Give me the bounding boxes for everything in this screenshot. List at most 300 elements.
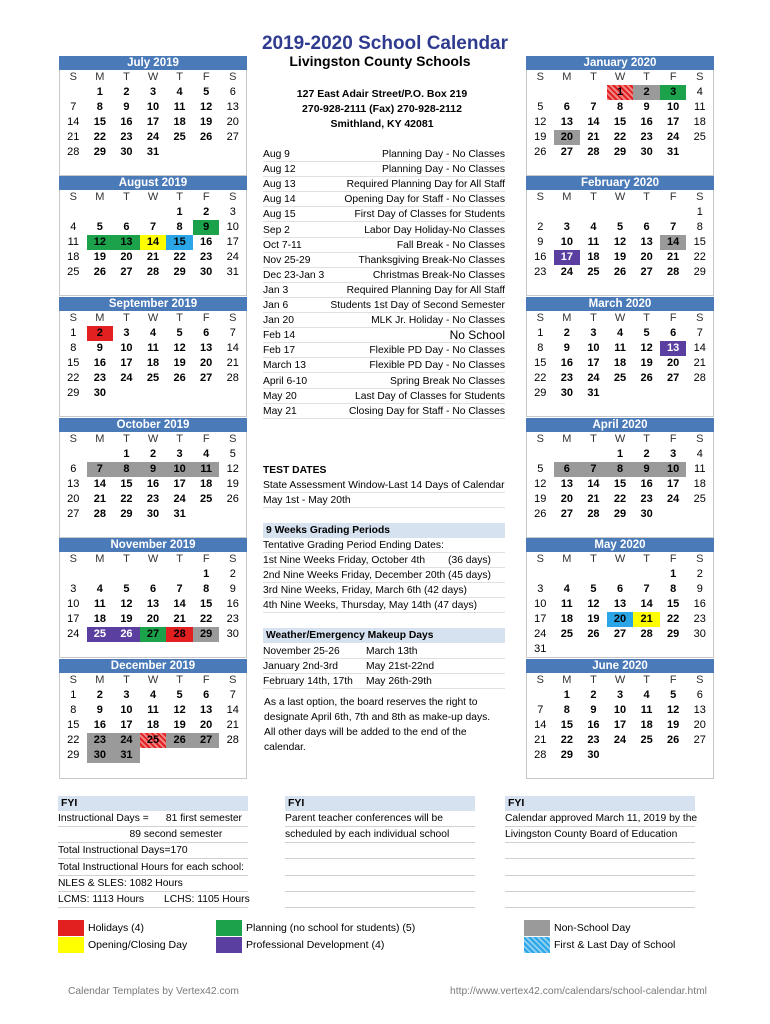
day-cell: 17 bbox=[173, 478, 186, 490]
day-cell: 7 bbox=[537, 704, 544, 716]
day-cell: 20 bbox=[554, 130, 581, 145]
week-row bbox=[60, 462, 246, 477]
day-cell bbox=[554, 401, 581, 416]
event-row bbox=[263, 389, 505, 404]
event-row bbox=[263, 283, 505, 298]
day-cell: 15 bbox=[120, 478, 133, 490]
day-cell: 21 bbox=[146, 251, 160, 263]
weather-date: February 14th, 17th bbox=[263, 676, 353, 687]
day-cell bbox=[87, 401, 114, 416]
day-cell bbox=[660, 160, 687, 175]
event-row bbox=[263, 253, 505, 268]
weekday-row bbox=[60, 70, 246, 85]
week-row bbox=[60, 733, 246, 748]
day-cell bbox=[554, 522, 581, 537]
day-cell: 19 bbox=[640, 357, 653, 369]
day-cell: 13 bbox=[693, 704, 706, 716]
day-cell: 25 bbox=[613, 372, 627, 384]
day-cell: 29 bbox=[173, 266, 186, 278]
weather-date: January 2nd-3rd bbox=[263, 661, 338, 672]
day-cell bbox=[633, 642, 660, 657]
day-cell: 16 bbox=[693, 598, 706, 610]
legend-swatch-planning bbox=[216, 920, 242, 936]
day-cell: 12 bbox=[173, 704, 186, 716]
day-cell: 1 bbox=[70, 327, 77, 339]
day-cell bbox=[193, 642, 220, 657]
event-date: Oct 7-11 bbox=[263, 239, 302, 251]
legend-label: Holidays (4) bbox=[88, 922, 145, 934]
day-cell: 28 bbox=[166, 627, 193, 642]
day-cell: 25 bbox=[87, 627, 114, 642]
day-cell bbox=[580, 567, 607, 582]
day-cell: 11 bbox=[694, 463, 706, 475]
day-cell bbox=[686, 522, 713, 537]
event-row bbox=[263, 192, 505, 207]
day-cell bbox=[527, 447, 554, 462]
event-date: Aug 14 bbox=[263, 194, 296, 206]
day-cell: 28 bbox=[226, 734, 239, 746]
day-cell: 10 bbox=[146, 101, 160, 113]
day-cell: 6 bbox=[643, 221, 650, 233]
weather-date: November 25-26 bbox=[263, 646, 340, 657]
day-cell bbox=[633, 280, 660, 295]
week-row bbox=[60, 220, 246, 235]
week-row bbox=[527, 567, 713, 582]
fyi-line: Total Instructional Hours for each school: bbox=[58, 860, 248, 876]
day-cell: 22 bbox=[67, 734, 80, 746]
day-cell: 2 bbox=[537, 221, 544, 233]
weather-note-line: calendar. bbox=[264, 742, 306, 753]
day-cell: 5 bbox=[616, 221, 624, 233]
weekday-label: T bbox=[123, 674, 130, 686]
day-cell: 4 bbox=[590, 221, 597, 233]
week-row bbox=[527, 462, 713, 477]
month-name: May 2020 bbox=[526, 538, 714, 552]
week-row bbox=[60, 341, 246, 356]
day-cell: 3 bbox=[123, 689, 130, 701]
day-cell: 11 bbox=[614, 342, 626, 354]
weekday-label: W bbox=[147, 553, 159, 565]
weekday-label: T bbox=[590, 553, 597, 565]
day-cell: 30 bbox=[226, 628, 239, 640]
day-cell: 1 bbox=[176, 206, 183, 218]
day-cell: 6 bbox=[203, 689, 210, 701]
day-cell: 22 bbox=[173, 251, 186, 263]
weekday-label: W bbox=[147, 433, 159, 445]
week-row bbox=[527, 627, 713, 642]
day-cell bbox=[140, 160, 167, 175]
day-cell bbox=[113, 401, 140, 416]
week-row bbox=[527, 371, 713, 386]
day-cell: 1 bbox=[537, 327, 544, 339]
event-date: Sep 2 bbox=[263, 224, 290, 236]
weekday-label: W bbox=[147, 312, 159, 324]
month-calendar bbox=[526, 297, 714, 417]
day-cell: 18 bbox=[587, 251, 600, 263]
weekday-label: S bbox=[69, 191, 77, 203]
day-cell: 23 bbox=[87, 733, 114, 748]
day-cell: 6 bbox=[563, 101, 570, 113]
day-cell: 3 bbox=[70, 583, 77, 595]
week-row bbox=[527, 130, 713, 145]
day-cell: 18 bbox=[173, 116, 186, 128]
day-cell bbox=[193, 386, 220, 401]
weekday-label: T bbox=[176, 433, 183, 445]
fyi-line bbox=[285, 892, 475, 908]
weekday-row bbox=[527, 311, 713, 326]
day-cell: 20 bbox=[667, 357, 680, 369]
event-date: Dec 23-Jan 3 bbox=[263, 269, 325, 281]
month-calendar bbox=[526, 659, 714, 779]
day-cell bbox=[527, 567, 554, 582]
weekday-label: T bbox=[176, 674, 183, 686]
day-cell: 12 bbox=[613, 236, 627, 248]
day-cell: 17 bbox=[120, 357, 133, 369]
address-line: 127 East Adair Street/P.O. Box 219 bbox=[296, 88, 468, 100]
day-cell: 13 bbox=[67, 478, 80, 490]
day-cell bbox=[87, 567, 114, 582]
event-row bbox=[263, 147, 505, 162]
day-cell: 15 bbox=[613, 478, 627, 490]
day-cell: 14 bbox=[226, 342, 239, 354]
week-row bbox=[527, 341, 713, 356]
district-name: Livingston County Schools bbox=[289, 53, 471, 69]
day-cell bbox=[60, 567, 87, 582]
day-cell bbox=[527, 160, 554, 175]
day-cell: 15 bbox=[693, 236, 706, 248]
day-cell bbox=[193, 748, 220, 763]
week-row bbox=[60, 235, 246, 250]
weekday-row bbox=[527, 70, 713, 85]
month-grid bbox=[59, 552, 247, 658]
event-row bbox=[263, 404, 505, 419]
day-cell: 10 bbox=[560, 236, 573, 248]
event-description: Flexible PD Day - No Classes bbox=[369, 360, 505, 372]
fyi-line: Instructional Days = 81 first semester bbox=[58, 811, 248, 827]
week-row bbox=[60, 567, 246, 582]
weekday-label: F bbox=[669, 312, 677, 324]
day-cell: 15 bbox=[166, 235, 193, 250]
day-cell: 19 bbox=[200, 116, 213, 128]
day-cell bbox=[140, 522, 167, 537]
event-row bbox=[263, 238, 505, 253]
weekday-label: M bbox=[95, 553, 105, 565]
month-name: September 2019 bbox=[59, 297, 247, 311]
month-calendar bbox=[59, 538, 247, 658]
day-cell: 27 bbox=[120, 266, 133, 278]
weekday-label: S bbox=[696, 433, 704, 445]
day-cell: 2 bbox=[123, 86, 130, 98]
day-cell: 19 bbox=[587, 613, 600, 625]
day-cell: 13 bbox=[200, 704, 213, 716]
day-cell: 12 bbox=[587, 598, 600, 610]
weather-date: March 13th bbox=[366, 646, 418, 657]
day-cell bbox=[660, 748, 687, 763]
day-cell: 24 bbox=[667, 493, 680, 505]
day-cell: 7 bbox=[696, 327, 703, 339]
day-cell: 1 bbox=[96, 86, 103, 98]
day-cell: 11 bbox=[147, 704, 159, 716]
day-cell: 4 bbox=[176, 86, 183, 98]
day-cell bbox=[219, 522, 246, 537]
weather-row bbox=[263, 674, 505, 689]
weather-date: May 21st-22nd bbox=[366, 661, 435, 672]
day-cell bbox=[113, 567, 140, 582]
day-cell: 9 bbox=[229, 583, 236, 595]
day-cell: 9 bbox=[590, 704, 597, 716]
week-row bbox=[60, 145, 246, 160]
day-cell: 20 bbox=[640, 251, 653, 263]
weekday-label: F bbox=[202, 674, 210, 686]
day-cell bbox=[60, 401, 87, 416]
day-cell: 19 bbox=[173, 357, 186, 369]
day-cell bbox=[554, 763, 581, 778]
day-cell: 14 bbox=[173, 598, 186, 610]
weekday-label: T bbox=[176, 71, 183, 83]
day-cell bbox=[660, 401, 687, 416]
weather-note-line: As a last option, the board reserves the right to bbox=[264, 697, 478, 708]
grading-line: 3rd Nine Weeks, Friday, March 6th (42 days) bbox=[263, 583, 505, 598]
weekday-label: M bbox=[562, 312, 572, 324]
day-cell bbox=[219, 386, 246, 401]
day-cell bbox=[193, 763, 220, 778]
week-row bbox=[60, 642, 246, 657]
month-grid bbox=[526, 673, 714, 779]
day-cell bbox=[580, 85, 607, 100]
day-cell: 23 bbox=[640, 131, 653, 143]
day-cell: 23 bbox=[693, 613, 706, 625]
week-row bbox=[60, 522, 246, 537]
day-cell: 19 bbox=[667, 719, 680, 731]
day-cell: 16 bbox=[534, 251, 547, 263]
weekday-row bbox=[527, 432, 713, 447]
month-grid bbox=[526, 432, 714, 538]
day-cell: 8 bbox=[670, 583, 677, 595]
week-row bbox=[60, 612, 246, 627]
fyi-line: NLES & SLES: 1082 Hours bbox=[58, 876, 248, 892]
day-cell: 29 bbox=[67, 749, 80, 761]
day-cell bbox=[140, 763, 167, 778]
day-cell: 8 bbox=[70, 342, 77, 354]
day-cell: 8 bbox=[696, 221, 703, 233]
day-cell: 14 bbox=[67, 116, 80, 128]
day-cell: 26 bbox=[166, 733, 193, 748]
day-cell bbox=[607, 160, 634, 175]
weekday-label: F bbox=[202, 71, 210, 83]
legend-label: Planning (no school for students) (5) bbox=[246, 922, 416, 934]
weekday-label: W bbox=[614, 71, 626, 83]
day-cell: 13 bbox=[560, 116, 573, 128]
day-cell: 25 bbox=[587, 266, 600, 278]
day-cell: 19 bbox=[173, 719, 186, 731]
day-cell: 23 bbox=[640, 493, 653, 505]
legend-swatch-openclose bbox=[58, 937, 84, 953]
month-grid bbox=[59, 190, 247, 296]
day-cell: 14 bbox=[534, 719, 547, 731]
week-row bbox=[527, 507, 713, 522]
weekday-label: S bbox=[536, 312, 544, 324]
day-cell: 7 bbox=[176, 583, 183, 595]
day-cell: 12 bbox=[200, 101, 213, 113]
weather-row bbox=[263, 644, 505, 659]
day-cell: 30 bbox=[560, 387, 573, 399]
weather-note bbox=[264, 695, 504, 755]
day-cell bbox=[660, 763, 687, 778]
day-cell: 25 bbox=[173, 131, 186, 143]
week-row bbox=[60, 703, 246, 718]
day-cell bbox=[607, 748, 634, 763]
week-row bbox=[527, 718, 713, 733]
week-row bbox=[527, 642, 713, 657]
day-cell bbox=[686, 160, 713, 175]
week-row bbox=[527, 447, 713, 462]
day-cell: 6 bbox=[123, 221, 130, 233]
day-cell bbox=[166, 522, 193, 537]
day-cell bbox=[580, 642, 607, 657]
weekday-label: T bbox=[643, 312, 650, 324]
day-cell: 21 bbox=[633, 612, 660, 627]
day-cell: 22 bbox=[93, 131, 106, 143]
weekday-label: M bbox=[562, 433, 572, 445]
day-cell: 23 bbox=[120, 131, 133, 143]
event-row bbox=[263, 313, 505, 328]
week-row bbox=[527, 733, 713, 748]
day-cell: 22 bbox=[534, 372, 547, 384]
month-calendar bbox=[526, 56, 714, 176]
day-cell: 26 bbox=[173, 372, 186, 384]
weekday-label: S bbox=[536, 71, 544, 83]
day-cell: 10 bbox=[667, 101, 680, 113]
fyi-line: Parent teacher conferences will be bbox=[285, 811, 475, 827]
week-row bbox=[527, 477, 713, 492]
month-calendar bbox=[59, 418, 247, 538]
day-cell bbox=[633, 522, 660, 537]
day-cell bbox=[554, 160, 581, 175]
day-cell: 6 bbox=[616, 583, 624, 595]
day-cell bbox=[113, 642, 140, 657]
day-cell: 7 bbox=[229, 689, 236, 701]
week-row bbox=[60, 507, 246, 522]
week-row bbox=[60, 115, 246, 130]
day-cell: 12 bbox=[120, 598, 133, 610]
day-cell: 30 bbox=[693, 628, 706, 640]
day-cell bbox=[660, 280, 687, 295]
week-row bbox=[60, 582, 246, 597]
weekday-label: S bbox=[536, 433, 544, 445]
day-cell: 9 bbox=[563, 342, 570, 354]
fyi-line bbox=[285, 843, 475, 859]
week-row bbox=[527, 386, 713, 401]
week-row bbox=[60, 401, 246, 416]
day-cell: 20 bbox=[120, 251, 133, 263]
weekday-label: S bbox=[69, 312, 77, 324]
day-cell: 27 bbox=[200, 372, 213, 384]
day-cell: 31 bbox=[667, 146, 680, 158]
day-cell bbox=[87, 447, 114, 462]
week-row bbox=[527, 356, 713, 371]
day-cell: 29 bbox=[93, 146, 106, 158]
day-cell: 10 bbox=[613, 704, 627, 716]
day-cell: 30 bbox=[200, 266, 213, 278]
day-cell: 5 bbox=[229, 448, 236, 460]
day-cell: 9 bbox=[643, 101, 650, 113]
day-cell: 28 bbox=[226, 372, 239, 384]
day-cell: 29 bbox=[613, 146, 627, 158]
weekday-label: T bbox=[590, 433, 597, 445]
test-dates-line: State Assessment Window-Last 14 Days of Calendar bbox=[263, 480, 505, 491]
day-cell: 17 bbox=[146, 116, 160, 128]
day-cell: 8 bbox=[96, 101, 103, 113]
weekday-label: T bbox=[123, 191, 130, 203]
day-cell: 27 bbox=[640, 266, 653, 278]
day-cell bbox=[166, 642, 193, 657]
day-cell: 5 bbox=[176, 689, 183, 701]
day-cell bbox=[527, 401, 554, 416]
weekday-label: T bbox=[176, 553, 183, 565]
day-cell bbox=[527, 85, 554, 100]
weekday-label: S bbox=[536, 191, 544, 203]
day-cell: 17 bbox=[120, 719, 133, 731]
day-cell: 31 bbox=[534, 643, 547, 655]
weekday-label: F bbox=[202, 553, 210, 565]
day-cell: 23 bbox=[587, 734, 600, 746]
day-cell: 2 bbox=[87, 326, 114, 341]
event-row bbox=[263, 328, 505, 343]
day-cell: 10 bbox=[120, 342, 133, 354]
day-cell bbox=[60, 763, 87, 778]
week-row bbox=[60, 748, 246, 763]
event-description: Planning Day - No Classes bbox=[381, 164, 505, 176]
day-cell: 26 bbox=[93, 266, 106, 278]
day-cell: 24 bbox=[173, 493, 186, 505]
day-cell: 10 bbox=[534, 598, 547, 610]
weekday-row bbox=[60, 432, 246, 447]
fyi-line bbox=[505, 876, 695, 892]
weekday-label: S bbox=[696, 674, 704, 686]
event-date: Aug 13 bbox=[263, 179, 296, 191]
day-cell: 21 bbox=[93, 493, 106, 505]
day-cell: 5 bbox=[123, 583, 130, 595]
day-cell bbox=[113, 763, 140, 778]
day-cell bbox=[193, 522, 220, 537]
month-name: October 2019 bbox=[59, 418, 247, 432]
weekday-label: M bbox=[562, 71, 572, 83]
day-cell: 27 bbox=[226, 131, 239, 143]
day-cell: 21 bbox=[587, 493, 600, 505]
grading-line: 2nd Nine Weeks Friday, December 20th (45 days) bbox=[263, 568, 505, 583]
week-row bbox=[60, 280, 246, 295]
day-cell: 18 bbox=[93, 613, 106, 625]
month-calendar bbox=[526, 176, 714, 296]
week-row bbox=[527, 205, 713, 220]
event-date: Aug 9 bbox=[263, 149, 290, 160]
day-cell: 19 bbox=[226, 478, 239, 490]
day-cell bbox=[686, 401, 713, 416]
week-row bbox=[60, 326, 246, 341]
month-calendar bbox=[59, 176, 247, 296]
day-cell bbox=[113, 205, 140, 220]
event-description: Spring Break No Classes bbox=[389, 375, 505, 387]
week-row bbox=[527, 100, 713, 115]
weather-date: May 26th-29th bbox=[366, 676, 432, 687]
day-cell: 16 bbox=[200, 236, 213, 248]
day-cell: 9 bbox=[96, 704, 103, 716]
fyi-line bbox=[505, 892, 695, 908]
day-cell: 7 bbox=[590, 101, 597, 113]
day-cell: 20 bbox=[146, 613, 160, 625]
week-row bbox=[527, 492, 713, 507]
weekday-label: S bbox=[229, 191, 237, 203]
